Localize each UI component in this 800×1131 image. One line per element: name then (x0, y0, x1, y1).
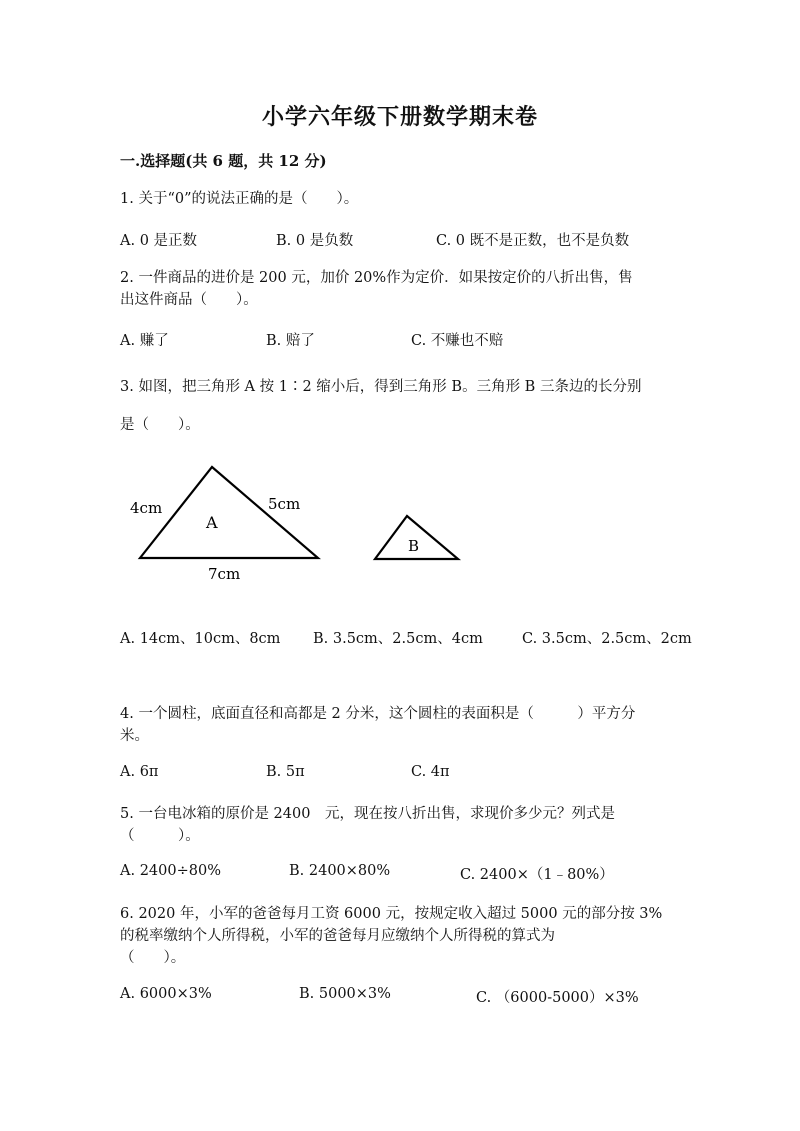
question-6-option-c: C. （6000-5000）×3% (476, 990, 639, 1006)
question-5-line-1: 5. 一台电冰箱的原价是 2400 元，现在按八折出售，求现价多少元？列式是 (120, 806, 615, 822)
question-4-option-b: B. 5π (266, 764, 305, 780)
question-2 (120, 267, 633, 311)
triangle-b-label: B (408, 537, 420, 555)
section-heading: 一.选择题(共 6 题，共 12 分) (120, 152, 327, 170)
question-3-option-c: C. 3.5cm、2.5cm、2cm (522, 631, 692, 647)
triangle-a-right-side-label: 5cm (268, 495, 301, 513)
question-5-option-a: A. 2400÷80% (120, 863, 221, 879)
question-1-text: 1. 关于“0”的说法正确的是（ ）。 (120, 191, 359, 207)
question-1 (120, 188, 358, 210)
question-6-option-b: B. 5000×3% (299, 986, 391, 1002)
question-6-line-1: 6. 2020 年，小军的爸爸每月工资 6000 元，按规定收入超过 5000 元的部分按 3% (120, 906, 663, 922)
question-5 (120, 803, 615, 847)
question-2-option-a: A. 赚了 (120, 333, 169, 349)
question-1-option-b: B. 0 是负数 (276, 233, 354, 249)
question-3-line-1: 3. 如图，把三角形 A 按 1∶2 缩小后，得到三角形 B。三角形 B 三条边的长分别 (120, 379, 642, 395)
question-5-option-c: C. 2400×（1﹣80%） (460, 867, 614, 883)
question-4-option-c: C. 4π (411, 764, 450, 780)
triangle-a-base-label: 7cm (208, 565, 241, 583)
triangle-a-label: A (206, 513, 218, 532)
question-5-line-2: （ ）。 (120, 828, 200, 844)
question-6-line-2: 的税率缴纳个人所得税，小军的爸爸每月应缴纳个人所得税的算式为 (120, 928, 555, 944)
question-2-option-b: B. 赔了 (266, 333, 315, 349)
question-3 (120, 368, 641, 444)
question-2-option-c: C. 不赚也不赔 (411, 333, 504, 349)
question-6 (120, 903, 662, 969)
question-4-option-a: A. 6π (120, 764, 159, 780)
question-3-line-2: 是（ ）。 (120, 417, 200, 433)
question-2-line-2: 出这件商品（ ）。 (120, 292, 258, 308)
page-title: 小学六年级下册数学期末卷 (261, 104, 538, 130)
question-1-option-a: A. 0 是正数 (120, 233, 198, 249)
question-2-line-1: 2. 一件商品的进价是 200 元，加价 20%作为定价．如果按定价的八折出售，售 (120, 270, 633, 286)
question-4-line-2: 米。 (120, 728, 149, 744)
question-5-option-b: B. 2400×80% (289, 863, 391, 879)
question-4 (120, 703, 635, 747)
question-6-line-3: （ ）。 (120, 950, 186, 966)
question-3-option-b: B. 3.5cm、2.5cm、4cm (313, 631, 483, 647)
question-6-option-a: A. 6000×3% (120, 986, 212, 1002)
triangles-figure (110, 455, 490, 595)
triangle-a-left-side-label: 4cm (130, 499, 163, 517)
question-3-option-a: A. 14cm、10cm、8cm (120, 631, 281, 647)
question-4-line-1: 4. 一个圆柱，底面直径和高都是 2 分米，这个圆柱的表面积是（ ）平方分 (120, 706, 636, 722)
question-1-option-c: C. 0 既不是正数，也不是负数 (436, 233, 630, 249)
